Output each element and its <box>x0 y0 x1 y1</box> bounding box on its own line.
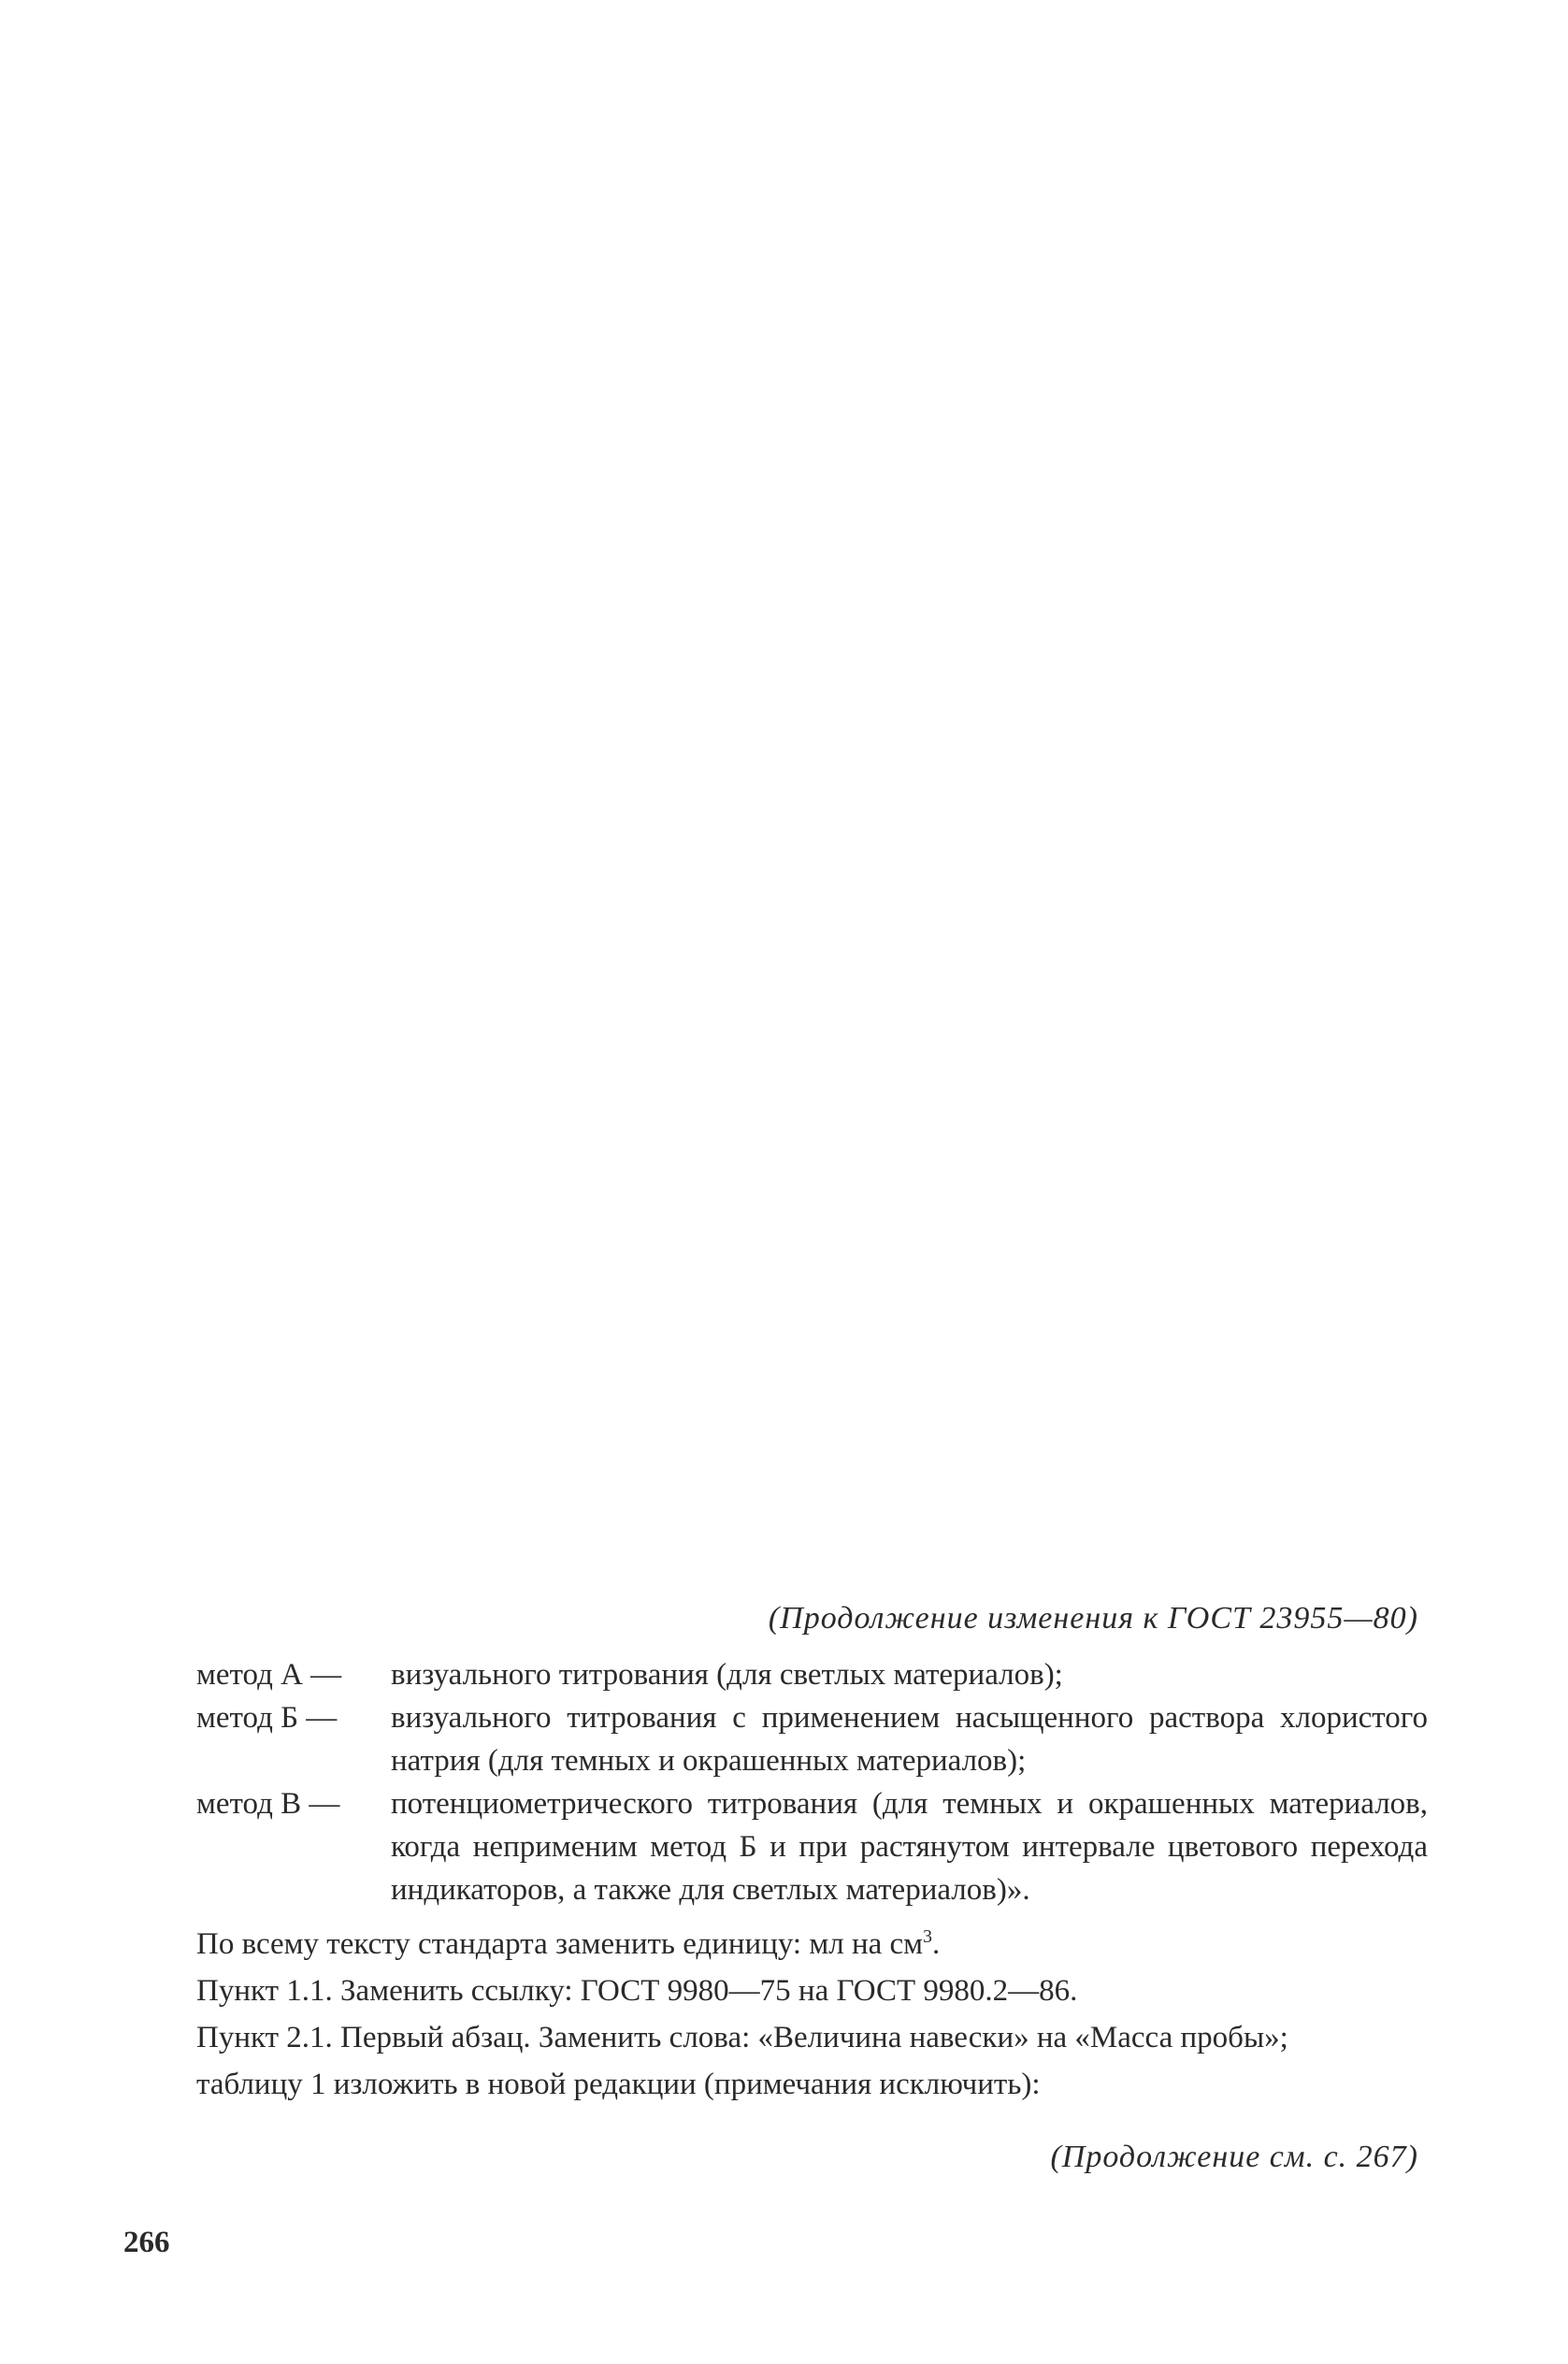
clause-2-1-paragraph: Пункт 2.1. Первый абзац. Заменить слова: «Величина навески» на «Масса пробы»; <box>196 2021 1288 2054</box>
units-superscript: 3 <box>923 1926 933 1947</box>
continuation-header: (Продолжение изменения к ГОСТ 23955—80) <box>768 1601 1418 1636</box>
method-label: метод Б — <box>196 1701 338 1735</box>
units-end: . <box>932 1927 941 1961</box>
table-instruction-paragraph: таблицу 1 изложить в новой редакции (примечания исключить): <box>196 2068 1041 2101</box>
page-number: 266 <box>123 2226 170 2259</box>
units-paragraph <box>119 1923 1428 1966</box>
method-label: метод В — <box>196 1787 340 1821</box>
continuation-footer: (Продолжение см. с. 267) <box>1050 2140 1418 2174</box>
method-label: метод А — <box>196 1658 342 1692</box>
method-description: потенциометрического титрования (для темных и окрашенных материалов, когда неприменим метод Б и при растянутом интервале цветового перехода индикаторов, а также для светлых материалов)». <box>391 1787 1428 1907</box>
method-item-a <box>119 1653 1428 1696</box>
clause-1-1-paragraph: Пункт 1.1. Заменить ссылку: ГОСТ 9980—75 на ГОСТ 9980.2—86. <box>196 1974 1078 2008</box>
document-body <box>119 1653 1428 2106</box>
method-item-v <box>119 1782 1428 1911</box>
method-item-b <box>119 1696 1428 1782</box>
method-description: визуального титрования с применением насыщенного раствора хлористого натрия (для темных и окрашенных материалов); <box>391 1701 1428 1778</box>
units-text: По всему тексту стандарта заменить единицу: мл на см <box>196 1927 924 1961</box>
method-description: визуального титрования (для светлых материалов); <box>391 1658 1063 1692</box>
